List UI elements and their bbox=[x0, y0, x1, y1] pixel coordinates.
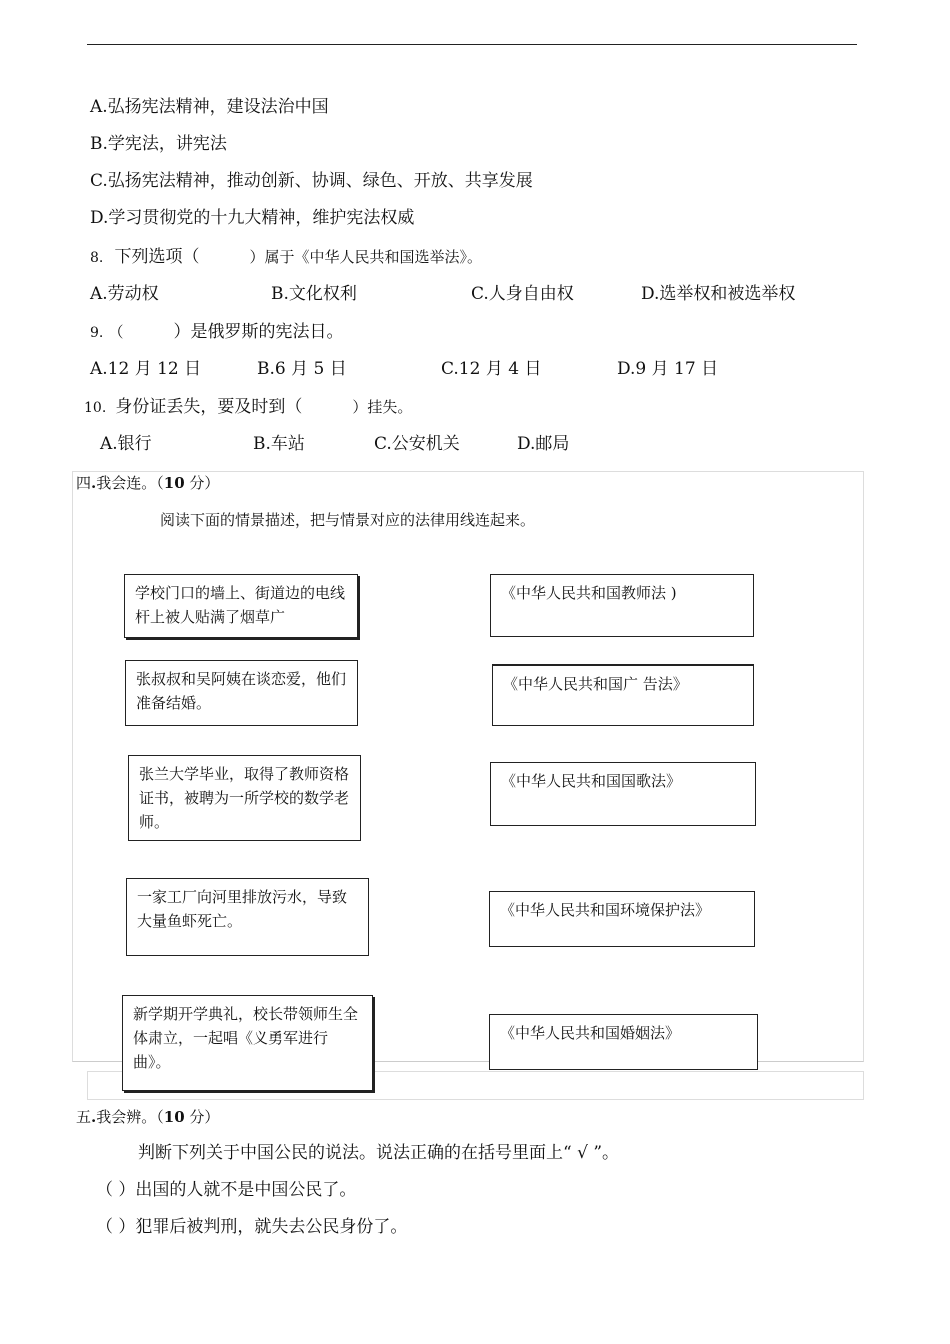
q10-stem bbox=[84, 397, 412, 417]
section-5-instruction: 判断下列关于中国公民的说法。说法正确的在括号里面上“ √ ”。 bbox=[138, 1143, 620, 1163]
law-text-2: 《中华人民共和国广 告法》 bbox=[503, 675, 688, 693]
top-rule bbox=[87, 44, 857, 45]
q7-option-b: B.学宪法，讲宪法 bbox=[90, 134, 227, 154]
judgement-item-2[interactable]: （ ）犯罪后被判刑，就失去公民身份了。 bbox=[96, 1217, 408, 1237]
scenario-box-4[interactable] bbox=[126, 878, 369, 956]
q9-option-d: D.9 月 17 日 bbox=[617, 359, 719, 379]
section-5-title bbox=[76, 1108, 219, 1126]
q10-option-d: D.邮局 bbox=[517, 434, 570, 454]
section-5-dot: . bbox=[91, 1108, 97, 1126]
q9-stem bbox=[90, 322, 343, 342]
section-4-title bbox=[76, 474, 219, 492]
section-4-instruction: 阅读下面的情景描述，把与情景对应的法律用线连起来。 bbox=[160, 511, 536, 529]
law-box-2[interactable] bbox=[492, 664, 754, 726]
scenario-text-1: 学校门口的墙上、街道边的电线杆上被人贴满了烟草广 bbox=[135, 584, 346, 626]
q10-option-b: B.车站 bbox=[253, 434, 305, 454]
law-text-1: 《中华人民共和国教师法 ) bbox=[501, 584, 677, 602]
q8-number: 8. bbox=[90, 250, 104, 266]
scenario-text-4: 一家工厂向河里排放污水，导致大量鱼虾死亡。 bbox=[137, 888, 348, 930]
law-text-5: 《中华人民共和国婚姻法》 bbox=[500, 1024, 681, 1042]
q8-option-c: C.人身自由权 bbox=[471, 284, 574, 304]
law-box-5[interactable] bbox=[489, 1014, 758, 1070]
q10-option-a: A.银行 bbox=[100, 434, 152, 454]
section-4-label: 我会连。（ bbox=[96, 474, 164, 492]
section-5-numeral: 五 bbox=[76, 1108, 92, 1126]
section-4-unit: 分） bbox=[184, 474, 220, 492]
q7-option-c: C.弘扬宪法精神，推动创新、协调、绿色、开放、共享发展 bbox=[90, 171, 533, 191]
q8-option-a: A.劳动权 bbox=[90, 284, 159, 304]
law-box-3[interactable] bbox=[490, 762, 756, 826]
scenario-box-1[interactable] bbox=[124, 574, 358, 638]
q9-stem-b: ）是俄罗斯的宪法日。 bbox=[173, 322, 344, 342]
section-4-score: 10 bbox=[163, 474, 185, 492]
q9-number: 9. bbox=[90, 325, 104, 341]
section-5-unit: 分） bbox=[184, 1108, 220, 1126]
judgement-item-1[interactable]: （ ）出国的人就不是中国公民了。 bbox=[96, 1180, 357, 1200]
q8-stem bbox=[90, 247, 482, 267]
q8-option-d: D.选举权和被选举权 bbox=[641, 284, 796, 304]
q9-option-c: C.12 月 4 日 bbox=[441, 359, 542, 379]
q9-option-b: B.6 月 5 日 bbox=[257, 359, 347, 379]
section-5-label: 我会辨。（ bbox=[96, 1108, 164, 1126]
q7-option-a: A.弘扬宪法精神，建设法治中国 bbox=[90, 97, 329, 117]
law-box-1[interactable] bbox=[490, 574, 754, 637]
law-text-4: 《中华人民共和国环境保护法》 bbox=[500, 901, 711, 919]
scenario-text-2: 张叔叔和吴阿姨在谈恋爱，他们准备结婚。 bbox=[136, 670, 347, 712]
q8-stem-a: 下列选项（ bbox=[114, 247, 200, 267]
scenario-text-5: 新学期开学典礼，校长带领师生全体肃立，一起唱《义勇军进行曲》。 bbox=[133, 1005, 359, 1071]
section-4-numeral: 四 bbox=[76, 474, 92, 492]
law-text-3: 《中华人民共和国国歌法》 bbox=[501, 772, 682, 790]
scenario-text-3: 张兰大学毕业，取得了教师资格证书，被聘为一所学校的数学老师。 bbox=[139, 765, 350, 831]
q7-option-d: D.学习贯彻党的十九大精神，维护宪法权威 bbox=[90, 208, 415, 228]
q8-stem-b: ）属于《中华人民共和国选举法》。 bbox=[249, 248, 482, 266]
q10-stem-b: ）挂失。 bbox=[352, 398, 413, 416]
scenario-box-2[interactable] bbox=[125, 660, 358, 726]
section-5-score: 10 bbox=[163, 1108, 185, 1126]
q8-option-b: B.文化权利 bbox=[271, 284, 357, 304]
q9-stem-a: （ bbox=[108, 323, 124, 341]
law-box-4[interactable] bbox=[489, 891, 755, 947]
scenario-box-5[interactable] bbox=[122, 995, 373, 1091]
q9-option-a: A.12 月 12 日 bbox=[90, 359, 202, 379]
q10-option-c: C.公安机关 bbox=[374, 434, 460, 454]
q10-stem-a: 身份证丢失，要及时到（ bbox=[115, 397, 303, 417]
scenario-box-3[interactable] bbox=[128, 755, 361, 841]
section-4-dot: . bbox=[91, 474, 97, 492]
q10-number: 10. bbox=[84, 400, 107, 416]
